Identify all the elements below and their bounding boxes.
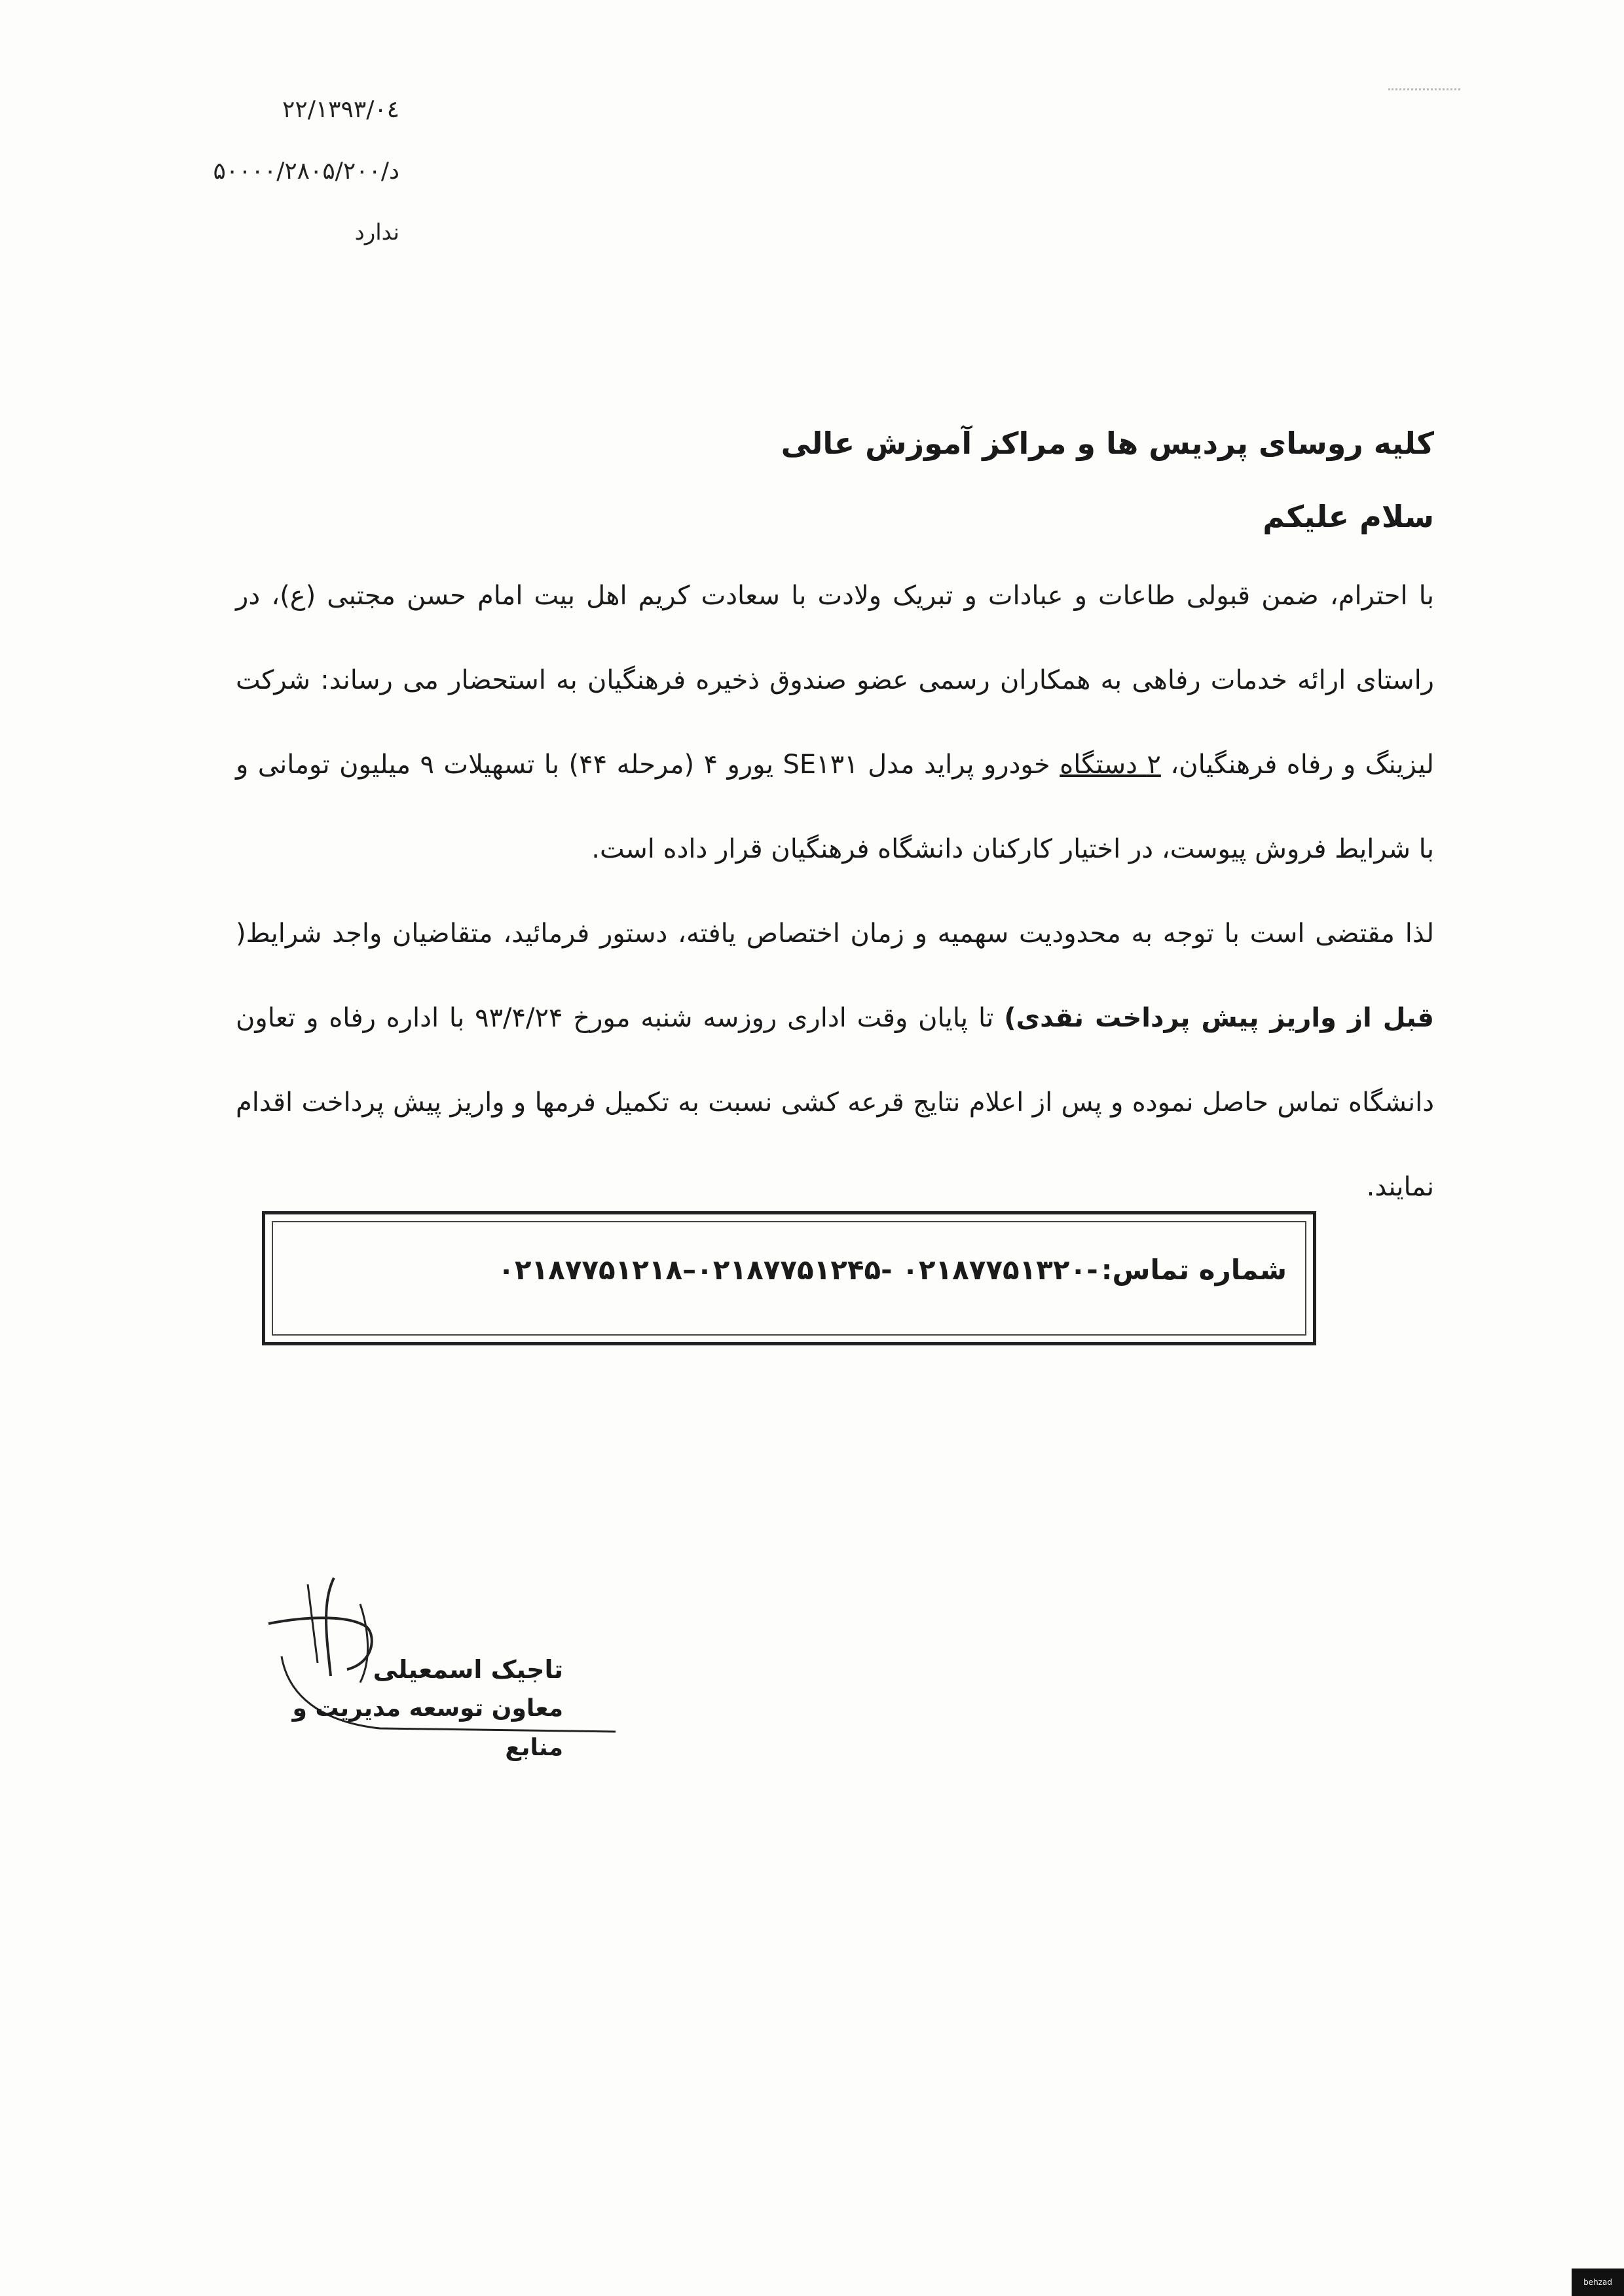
greeting-line: سلام علیکم xyxy=(1263,499,1434,534)
vehicle-count: ۲ دستگاه xyxy=(1060,750,1161,780)
contact-box xyxy=(262,1211,1316,1345)
recipient-line: کلیه روسای پردیس ها و مراکز آموزش عالی xyxy=(781,426,1434,461)
body-paragraph-2 xyxy=(236,892,1434,1230)
signatory-name: تاجیک اسمعیلی xyxy=(373,1655,563,1684)
signatory-block xyxy=(288,1650,563,1768)
letter-body xyxy=(236,426,1434,1230)
paragraph-1-rest: خودرو پراید مدل SE۱۳۱ یورو ۴ (مرحله ۴۴) با تسهیلات ۹ میلیون تومانی و با شرایط فروش پیوست، در اختیار کارکنان دانشگاه فرهنگیان قرار داده است. xyxy=(236,750,1434,864)
footer-stamp: behzad xyxy=(1572,2269,1624,2296)
body-paragraph-1 xyxy=(236,554,1434,892)
scan-mark xyxy=(1388,88,1460,94)
letter-meta xyxy=(124,98,399,244)
letter-attachment: ندارد xyxy=(354,219,399,246)
paragraph-2-text: لذا مقتضی است با توجه به محدودیت سهمیه و زمان اختصاص یافته، دستور فرمائید، متقاضیان واجد شرایط( xyxy=(236,919,1434,949)
paragraph-1-text: با احترام، ضمن قبولی طاعات و عبادات و تبریک ولادت با سعادت کریم اهل بیت امام حسن مجتبی (ع)، در راستای ارائه خدمات رفاهی به همکاران رسمی عضو صندوق ذخیره فرهنگیان به استحضار می رساند: شرکت لیزینگ و رفاه فرهنگیان، xyxy=(236,581,1434,780)
contact-numbers: ۰۲۱۸۷۷۵۱۲۱۸–۰۲۱۸۷۷۵۱۲۴۵- ۰۲۱۸۷۷۵۱۳۲۰- xyxy=(498,1254,1098,1286)
prepayment-note: قبل از واریز پیش پرداخت نقدی) xyxy=(1004,1003,1434,1033)
paragraph-2-rest: تا پایان وقت اداری روزسه شنبه مورخ ۹۳/۴/۲۴ با اداره رفاه و تعاون دانشگاه تماس حاصل نموده و پس از اعلام نتایج قرعه کشی نسبت به تکمیل فرمها و واریز پیش پرداخت اقدام نمایند. xyxy=(236,1003,1434,1202)
contact-label: شماره تماس: xyxy=(1101,1254,1287,1286)
letter-date: ۱۳۹۳/۰٤/۲۲ xyxy=(282,96,399,123)
letter-number: د/۵۰۰۰۰/۲۸۰۵/۲۰۰ xyxy=(213,158,399,185)
signatory-title: معاون توسعه مدیریت و منابع xyxy=(292,1695,563,1761)
